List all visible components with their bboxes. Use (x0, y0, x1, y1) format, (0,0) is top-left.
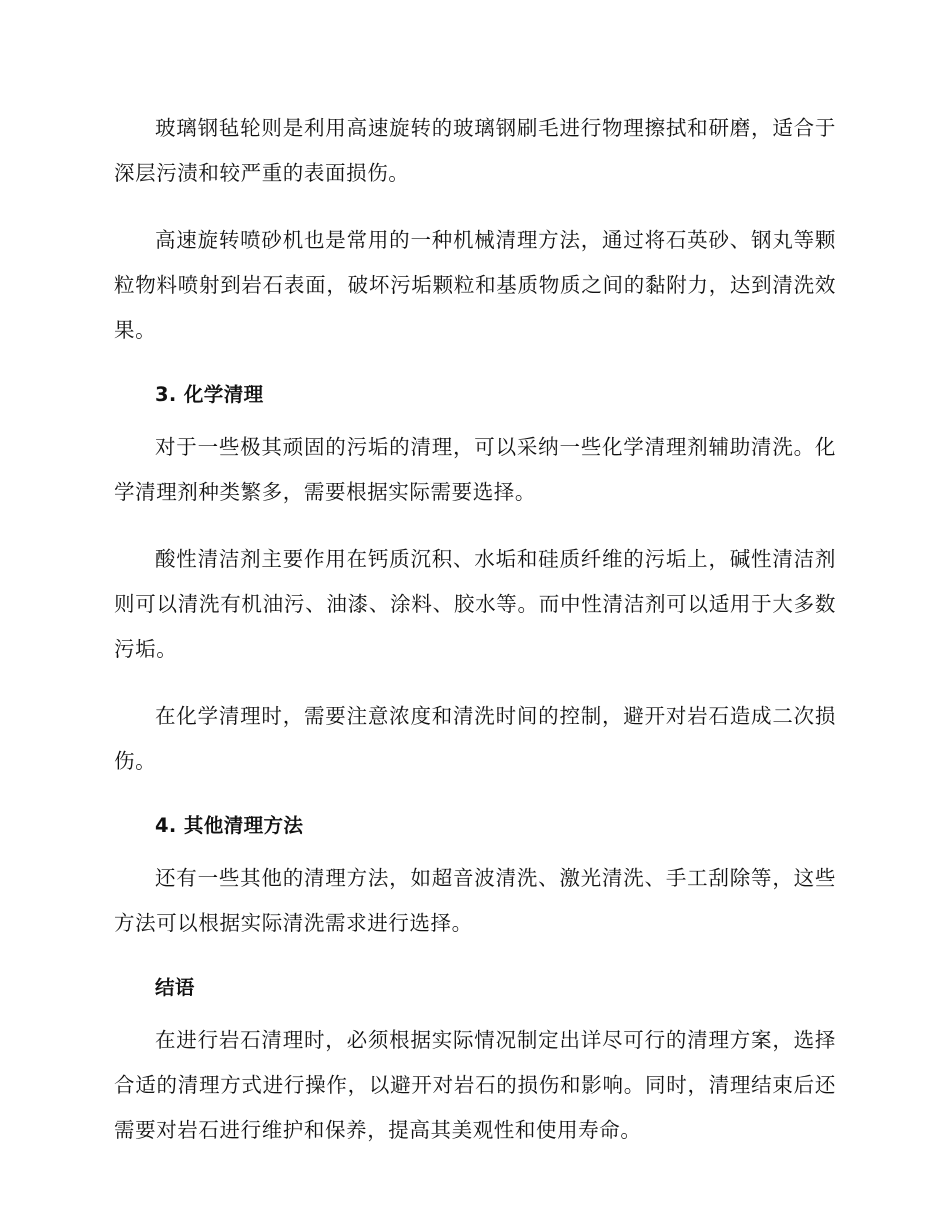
paragraph-conclusion: 在进行岩石清理时，必须根据实际情况制定出详尽可行的清理方案，选择合适的清理方式进行操作，以避开对岩石的损伤和影响。同时，清理结束后还需要对岩石进行维护和保养，提高其美观性和使用寿命。 (114, 1028, 836, 1142)
heading-chemical-cleaning: 3. 化学清理 (154, 383, 264, 406)
paragraph-other-methods: 还有一些其他的清理方法，如超音波清洗、激光清洗、手工刮除等，这些方法可以根据实际清洗需求进行选择。 (114, 866, 836, 935)
paragraph-chemical-caution: 在化学清理时，需要注意浓度和清洗时间的控制，避开对岩石造成二次损伤。 (114, 704, 836, 773)
paragraph-chemical-agents: 对于一些极其顽固的污垢的清理，可以采纳一些化学清理剂辅助清洗。化学清理剂种类繁多，需要根据实际需要选择。 (114, 435, 836, 504)
heading-other-methods: 4. 其他清理方法 (154, 814, 304, 837)
paragraph-sandblasting: 高速旋转喷砂机也是常用的一种机械清理方法，通过将石英砂、钢丸等颗粒物料喷射到岩石表面，破坏污垢颗粒和基质物质之间的黏附力，达到清洗效果。 (114, 228, 836, 342)
paragraph-fiberglass-wheel: 玻璃钢毡轮则是利用高速旋转的玻璃钢刷毛进行物理擦拭和研磨，适合于深层污渍和较严重的表面损伤。 (114, 116, 836, 185)
paragraph-cleaner-types: 酸性清洁剂主要作用在钙质沉积、水垢和硅质纤维的污垢上，碱性清洁剂则可以清洗有机油污、油漆、涂料、胶水等。而中性清洁剂可以适用于大多数污垢。 (114, 547, 836, 661)
heading-conclusion: 结语 (154, 976, 195, 999)
